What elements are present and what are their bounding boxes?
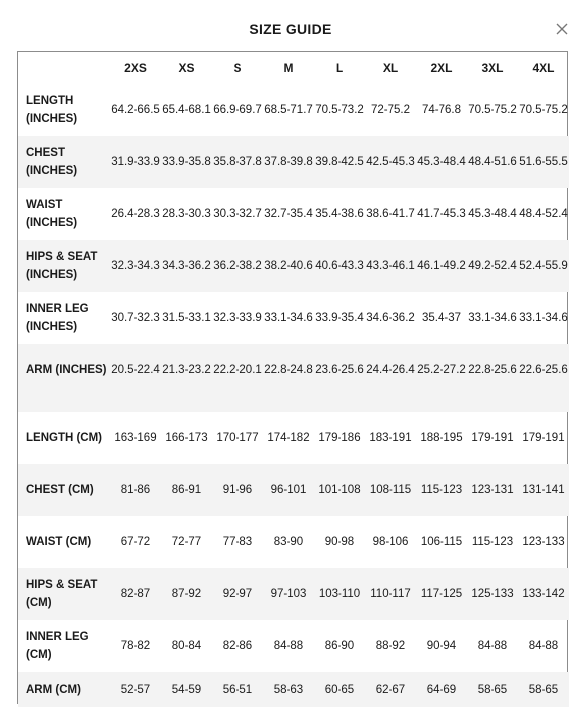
table-cell: 54-59: [161, 672, 212, 707]
table-cell: 31.5-33.1: [162, 312, 211, 324]
table-cell: 91-96: [212, 464, 263, 516]
row-label: LENGTH (INCHES): [26, 95, 78, 125]
table-cell: 64.2-66.5: [111, 104, 160, 116]
table-cell: 23.6-25.6: [314, 344, 365, 396]
header-label-cell: [18, 52, 110, 84]
table-cell: 52-57: [110, 672, 161, 707]
table-cell: 41.7-45.3: [417, 208, 466, 220]
row-label: WAIST (INCHES): [26, 199, 78, 229]
spacer-cell: [18, 396, 569, 412]
table-cell: 58-65: [467, 672, 518, 707]
table-row: [18, 464, 569, 516]
table-row: [18, 412, 569, 464]
row-label: CHEST (INCHES): [18, 136, 110, 188]
table-header-row: [18, 52, 569, 84]
table-cell: 87-92: [161, 568, 212, 620]
row-label: HIPS & SEAT (CM): [18, 568, 110, 620]
table-cell: 70.5-75.2: [468, 104, 517, 116]
size-header: 3XL: [481, 61, 504, 75]
table-cell: 84-88: [528, 640, 559, 652]
table-cell: 25.2-27.2: [416, 344, 467, 396]
row-label: WAIST (CM): [26, 536, 92, 548]
table-cell: 74-76.8: [421, 104, 461, 116]
table-cell: 45.3-48.4: [416, 136, 467, 188]
size-header: 4XL: [532, 61, 555, 75]
close-icon[interactable]: [555, 22, 569, 36]
table-cell: 84-88: [273, 640, 304, 652]
table-cell: 34.6-36.2: [366, 312, 415, 324]
row-label: CHEST (CM): [18, 464, 110, 516]
table-cell: 65.4-68.1: [162, 104, 211, 116]
table-cell: 26.4-28.3: [111, 208, 160, 220]
table-cell: 115-123: [416, 464, 467, 516]
table-cell: 117-125: [416, 568, 467, 620]
table-cell: 66.9-69.7: [213, 104, 262, 116]
table-cell: 170-177: [216, 432, 259, 444]
table-cell: 110-117: [365, 568, 416, 620]
table-cell: 35.4-37: [421, 312, 461, 324]
table-cell: 133-142: [518, 568, 569, 620]
table-cell: 163-169: [114, 432, 157, 444]
table-cell: 36.2-38.2: [212, 240, 263, 292]
size-header: L: [335, 61, 344, 75]
table-row: [18, 344, 569, 396]
table-cell: 97-103: [263, 568, 314, 620]
table-cell: 20.5-22.4: [110, 344, 161, 396]
row-label: HIPS & SEAT (INCHES): [18, 240, 110, 292]
table-cell: 21.3-23.2: [161, 344, 212, 396]
table-cell: 123-131: [467, 464, 518, 516]
size-header: XS: [178, 61, 195, 75]
table-row: [18, 672, 569, 707]
table-cell: 67-72: [120, 536, 151, 548]
row-label: ARM (INCHES): [18, 344, 110, 396]
table-cell: 123-133: [522, 536, 565, 548]
table-cell: 35.8-37.8: [212, 136, 263, 188]
table-cell: 58-63: [263, 672, 314, 707]
row-label: INNER LEG (CM): [26, 631, 89, 661]
table-cell: 72-75.2: [370, 104, 410, 116]
table-cell: 77-83: [222, 536, 253, 548]
table-cell: 24.4-26.4: [365, 344, 416, 396]
size-header: 2XS: [124, 61, 147, 75]
table-cell: 70.5-73.2: [315, 104, 364, 116]
table-cell: 174-182: [267, 432, 310, 444]
table-cell: 82-87: [110, 568, 161, 620]
table-cell: 131-141: [518, 464, 569, 516]
table-cell: 49.2-52.4: [467, 240, 518, 292]
table-cell: 46.1-49.2: [416, 240, 467, 292]
table-cell: 78-82: [120, 640, 151, 652]
table-cell: 30.3-32.7: [213, 208, 262, 220]
size-header: S: [233, 61, 242, 75]
row-label: ARM (CM): [18, 672, 110, 707]
table-cell: 70.5-75.2: [519, 104, 568, 116]
table-cell: 115-123: [471, 536, 514, 548]
size-table: [18, 52, 569, 707]
table-row: [18, 292, 569, 344]
table-cell: 22.8-25.6: [467, 344, 518, 396]
table-cell: 33.1-34.6: [468, 312, 517, 324]
table-cell: 60-65: [314, 672, 365, 707]
table-cell: 38.6-41.7: [366, 208, 415, 220]
table-cell: 179-191: [471, 432, 514, 444]
table-cell: 80-84: [171, 640, 202, 652]
table-cell: 34.3-36.2: [161, 240, 212, 292]
table-cell: 48.4-52.4: [519, 208, 568, 220]
table-cell: 32.3-34.3: [110, 240, 161, 292]
table-cell: 188-195: [420, 432, 463, 444]
table-cell: 88-92: [375, 640, 406, 652]
table-cell: 33.1-34.6: [519, 312, 568, 324]
table-cell: 35.4-38.6: [315, 208, 364, 220]
table-cell: 98-106: [372, 536, 409, 548]
modal-title: SIZE GUIDE: [249, 21, 332, 37]
table-cell: 81-86: [110, 464, 161, 516]
row-label: INNER LEG (INCHES): [26, 303, 89, 333]
table-cell: 68.5-71.7: [264, 104, 313, 116]
table-cell: 90-94: [426, 640, 457, 652]
table-cell: 101-108: [314, 464, 365, 516]
table-row: [18, 136, 569, 188]
table-cell: 45.3-48.4: [468, 208, 517, 220]
table-cell: 90-98: [324, 536, 355, 548]
table-cell: 32.7-35.4: [264, 208, 313, 220]
table-cell: 52.4-55.9: [518, 240, 569, 292]
table-cell: 40.6-43.3: [314, 240, 365, 292]
table-cell: 39.8-42.5: [314, 136, 365, 188]
table-cell: 84-88: [477, 640, 508, 652]
table-cell: 82-86: [222, 640, 253, 652]
table-cell: 56-51: [212, 672, 263, 707]
table-cell: 51.6-55.5: [518, 136, 569, 188]
table-cell: 86-91: [161, 464, 212, 516]
table-cell: 37.8-39.8: [263, 136, 314, 188]
table-row: [18, 568, 569, 620]
table-cell: 125-133: [467, 568, 518, 620]
table-cell: 33.9-35.4: [315, 312, 364, 324]
table-cell: 179-186: [318, 432, 361, 444]
table-cell: 62-67: [365, 672, 416, 707]
table-cell: 179-191: [522, 432, 565, 444]
table-cell: 108-115: [365, 464, 416, 516]
table-cell: 22.6-25.6: [518, 344, 569, 396]
size-header: 2XL: [430, 61, 453, 75]
table-row: [18, 620, 569, 672]
table-row: [18, 240, 569, 292]
table-cell: 31.9-33.9: [110, 136, 161, 188]
table-cell: 166-173: [165, 432, 208, 444]
table-cell: 72-77: [171, 536, 202, 548]
table-row: [18, 516, 569, 568]
table-cell: 32.3-33.9: [213, 312, 262, 324]
table-cell: 28.3-30.3: [162, 208, 211, 220]
table-cell: 106-115: [420, 536, 463, 548]
table-cell: 86-90: [324, 640, 355, 652]
table-row: [18, 188, 569, 240]
size-header: M: [283, 61, 294, 75]
table-cell: 33.1-34.6: [264, 312, 313, 324]
table-cell: 48.4-51.6: [467, 136, 518, 188]
table-cell: 30.7-32.3: [111, 312, 160, 324]
table-row: [18, 84, 569, 136]
table-cell: 22.8-24.8: [263, 344, 314, 396]
table-cell: 96-101: [263, 464, 314, 516]
table-cell: 83-90: [273, 536, 304, 548]
table-cell: 33.9-35.8: [161, 136, 212, 188]
table-cell: 64-69: [416, 672, 467, 707]
table-cell: 183-191: [369, 432, 412, 444]
table-cell: 22.2-20.1: [212, 344, 263, 396]
table-cell: 92-97: [212, 568, 263, 620]
size-table-container: [17, 51, 568, 704]
table-cell: 43.3-46.1: [365, 240, 416, 292]
row-label: LENGTH (CM): [26, 432, 103, 444]
table-cell: 42.5-45.3: [365, 136, 416, 188]
table-cell: 38.2-40.6: [263, 240, 314, 292]
section-spacer: [18, 396, 569, 412]
table-cell: 103-110: [314, 568, 365, 620]
size-header: XL: [382, 61, 399, 75]
table-cell: 58-65: [518, 672, 569, 707]
